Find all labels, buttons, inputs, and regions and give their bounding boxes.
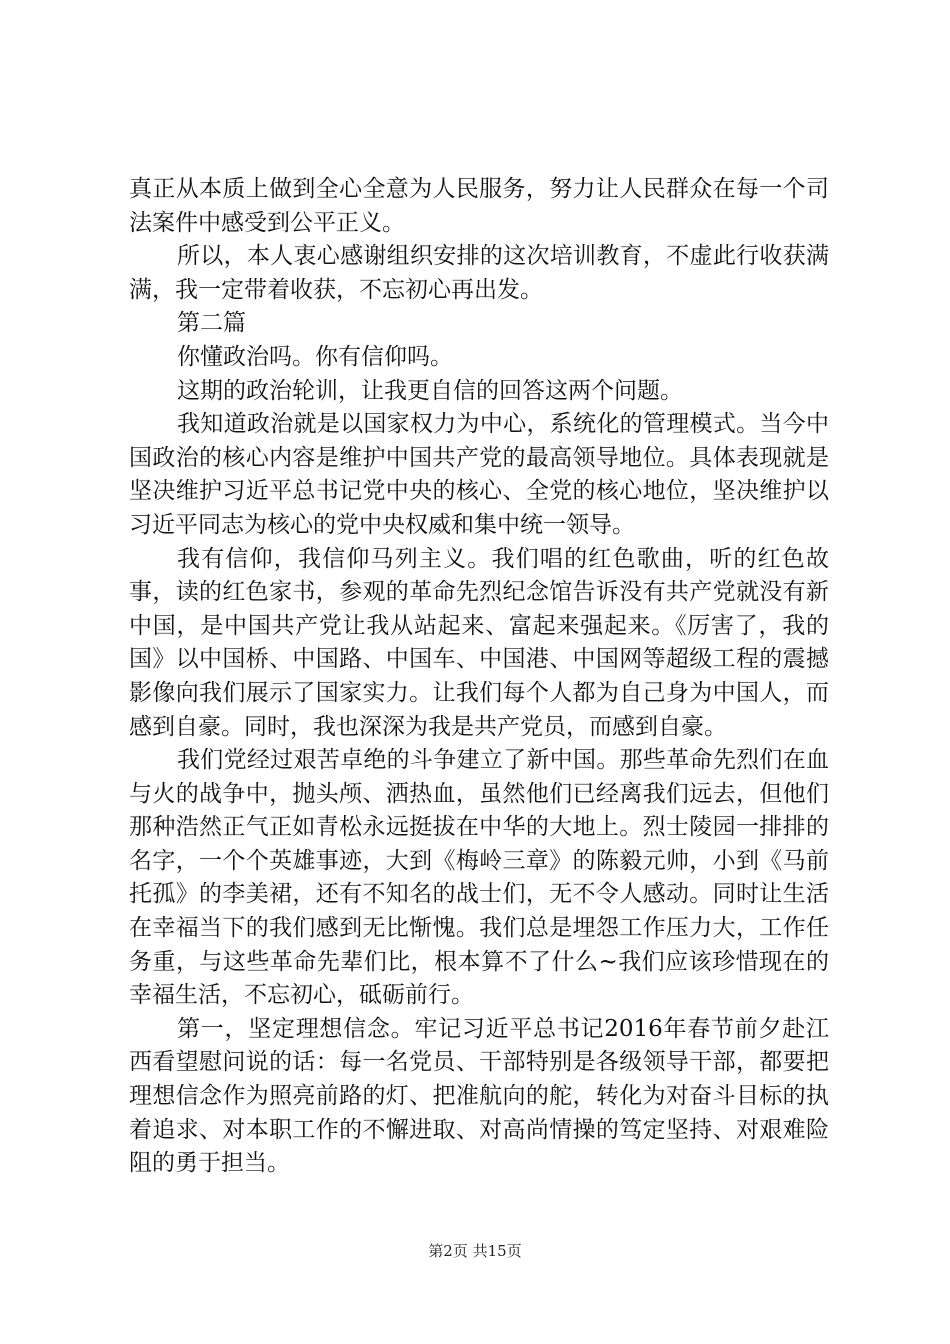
section-heading: 第二篇 xyxy=(177,310,246,337)
paragraph-3: 你懂政治吗。你有信仰吗。 xyxy=(177,343,453,370)
paragraph-1: 真正从本质上做到全心全意为人民服务，努力让人民群众在每一个司法案件中感受到公平正义。 xyxy=(129,176,829,236)
paragraph-4: 这期的政治轮训，让我更自信的回答这两个问题。 xyxy=(177,377,683,404)
paragraph-7: 我们党经过艰苦卓绝的斗争建立了新中国。那些革命先烈们在血与火的战争中，抛头颅、洒热血，虽然他们已经离我们远去，但他们那种浩然正气正如青松永远挺拔在中华的大地上。烈士陵园一排排的名字，一个个英雄事迹，大到《梅岭三章》的陈毅元帅，小到《马前托孤》的李美裙，还有不知名的战士们，无不令人感动。同时让生活在幸福当下的我们感到无比惭愧。我们总是埋怨工作压力大，工作任务重，与这些革命先辈们比，根本算不了什么~我们应该珍惜现在的幸福生活，不忘初心，砥砺前行。 xyxy=(129,747,829,1009)
page-number-footer: 第2页 共15页 xyxy=(428,1242,522,1260)
document-body xyxy=(129,173,829,1181)
paragraph-5: 我知道政治就是以国家权力为中心，系统化的管理模式。当今中国政治的核心内容是维护中国共产党的最高领导地位。具体表现就是坚决维护习近平总书记党中央的核心、全党的核心地位，坚决维护以习近平同志为核心的党中央权威和集中统一领导。 xyxy=(129,411,829,538)
paragraph-2: 所以，本人衷心感谢组织安排的这次培训教育，不虚此行收获满满，我一定带着收获，不忘初心再出发。 xyxy=(129,243,829,303)
paragraph-6: 我有信仰，我信仰马列主义。我们唱的红色歌曲，听的红色故事，读的红色家书，参观的革命先烈纪念馆告诉没有共产党就没有新中国，是中国共产党让我从站起来、富起来强起来。《厉害了，我的国》以中国桥、中国路、中国车、中国港、中国网等超级工程的震撼影像向我们展示了国家实力。让我们每个人都为自己身为中国人，而感到自豪。同时，我也深深为我是共产党员，而感到自豪。 xyxy=(129,545,829,740)
paragraph-8: 第一，坚定理想信念。牢记习近平总书记2016年春节前夕赴江西看望慰问说的话：每一名党员、干部特别是各级领导干部，都要把理想信念作为照亮前路的灯、把准航向的舵，转化为对奋斗目标的执着追求、对本职工作的不懈进取、对高尚情操的笃定坚持、对艰难险阻的勇于担当。 xyxy=(129,1015,829,1177)
